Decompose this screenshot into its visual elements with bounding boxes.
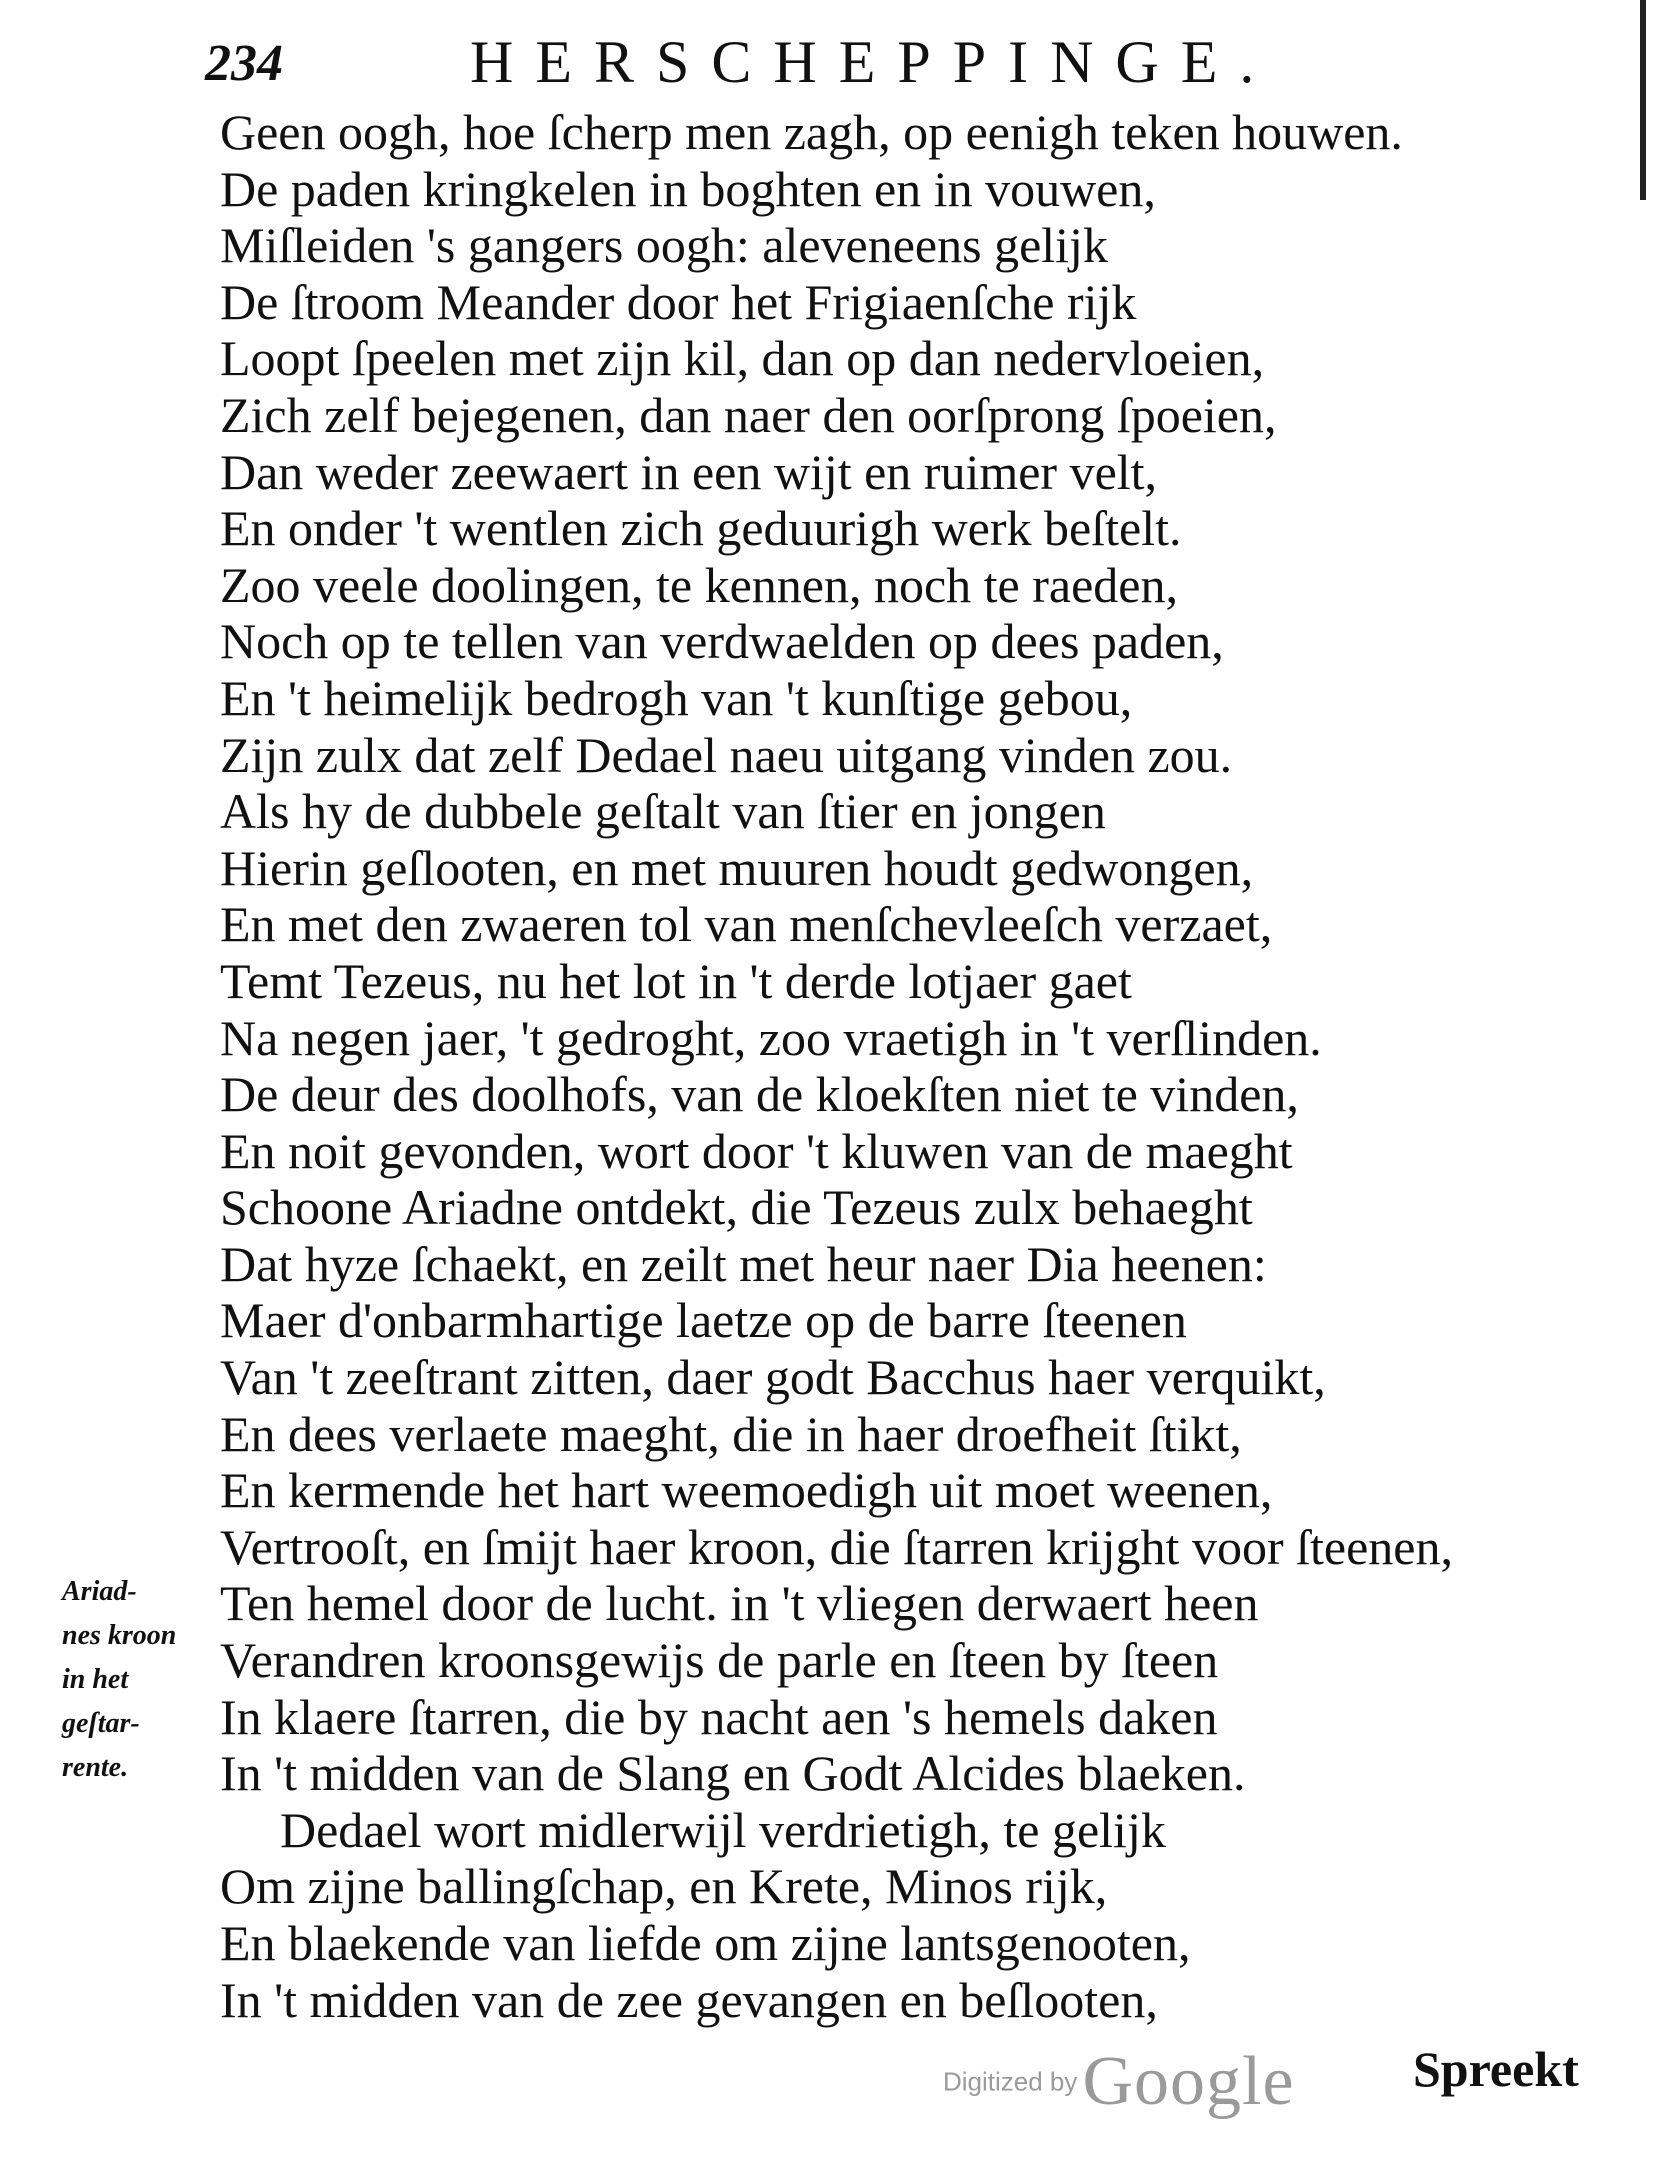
poem-line: Miſleiden 's gangers oogh: aleveneens gelijk <box>220 217 1108 274</box>
poem-line: In 't midden van de zee gevangen en beſlooten, <box>220 1971 1158 2028</box>
poem-line: Ten hemel door de lucht. in 't vliegen derwaert heen <box>220 1575 1259 1632</box>
margin-note-line: geſtar- <box>62 1708 140 1739</box>
margin-note-line: in het <box>62 1664 129 1695</box>
poem-line: Hierin geſlooten, en met muuren houdt gedwongen, <box>220 839 1254 896</box>
poem-line: Temt Tezeus, nu het lot in 't derde lotjaer gaet <box>220 952 1132 1009</box>
poem-line: En met den zwaeren tol van menſchevleeſch verzaet, <box>220 896 1273 953</box>
poem-line: Zich zelf bejegenen, dan naer den oorſprong ſpoeien, <box>220 386 1277 443</box>
poem-line: Noch op te tellen van verdwaelden op dees paden, <box>220 613 1224 670</box>
poem-line: En dees verlaete maeght, die in haer droefheit ſtikt, <box>220 1405 1242 1462</box>
digitized-watermark <box>943 2042 1295 2122</box>
poem-line: De deur des doolhofs, van de kloekſten niet te vinden, <box>220 1066 1299 1123</box>
poem-line: Geen oogh, hoe ſcherp men zagh, op eenigh teken houwen. <box>220 104 1403 160</box>
poem-line: Dan weder zeewaert in een wijt en ruimer velt, <box>220 443 1158 500</box>
poem-line: En noit gevonden, wort door 't kluwen van de maeght <box>220 1122 1293 1179</box>
catchword: Spreekt <box>1413 2041 1579 2097</box>
margin-note-line: nes kroon <box>62 1620 177 1651</box>
poem-line: In klaere ſtarren, die by nacht aen 's hemels daken <box>220 1688 1218 1745</box>
poem-line: Schoone Ariadne ontdekt, die Tezeus zulx behaeght <box>220 1179 1253 1236</box>
poem-line: Als hy de dubbele geſtalt van ſtier en jongen <box>220 783 1106 840</box>
poem-line: En 't heimelijk bedrogh van 't kunſtige gebou, <box>220 669 1133 726</box>
poem-line: Verandren kroonsgewijs de parle en ſteen by ſteen <box>220 1632 1219 1689</box>
poem-line: Zoo veele doolingen, te kennen, noch te raeden, <box>220 556 1178 613</box>
poem-line: En blaekende van liefde om zijne lantsgenooten, <box>220 1915 1191 1971</box>
poem-line: De paden kringkelen in boghten en in vouwen, <box>220 160 1156 217</box>
poem-line: Dat hyze ſchaekt, en zeilt met heur naer Dia heenen: <box>220 1235 1267 1292</box>
page-edge-shadow <box>1640 0 1646 200</box>
margin-note-line: Ariad- <box>62 1576 137 1607</box>
poem-line: En onder 't wentlen zich geduurigh werk beſtelt. <box>220 500 1182 557</box>
margin-note-line: rente. <box>62 1752 129 1783</box>
poem-line: En kermende het hart weemoedigh uit moet weenen, <box>220 1462 1273 1519</box>
poem-line: Dedael wort midlerwijl verdrietigh, te gelijk <box>280 1801 1166 1858</box>
poem-line: In 't midden van de Slang en Godt Alcides blaeken. <box>220 1745 1246 1802</box>
watermark-prefix: Digitized by <box>943 2066 1078 2097</box>
running-title: HERSCHEPPINGE. <box>470 29 1277 95</box>
poem-line: Vertrooſt, en ſmijt haer kroon, die ſtarren krijght voor ſteenen, <box>220 1518 1453 1575</box>
poem-line: Zijn zulx dat zelf Dedael naeu uitgang vinden zou. <box>220 726 1233 783</box>
poem-line: Loopt ſpeelen met zijn kil, dan op dan nedervloeien, <box>220 330 1265 387</box>
poem-line: Maer d'onbarmhartige laetze op de barre ſteenen <box>220 1292 1187 1349</box>
poem-line: Van 't zeeſtrant zitten, daer godt Bacchus haer verquikt, <box>220 1349 1326 1406</box>
poem-line: Na negen jaer, 't gedroght, zoo vraetigh in 't verſlinden. <box>220 1009 1322 1066</box>
poem-line: Om zijne ballingſchap, en Krete, Minos rijk, <box>220 1858 1108 1915</box>
page-number: 234 <box>205 35 283 92</box>
watermark-brand: Google <box>1082 2043 1295 2120</box>
margin-note <box>62 1570 212 1790</box>
poem-line: De ſtroom Meander door het Frigiaenſche rijk <box>220 273 1137 330</box>
poem-text <box>220 104 1620 2028</box>
